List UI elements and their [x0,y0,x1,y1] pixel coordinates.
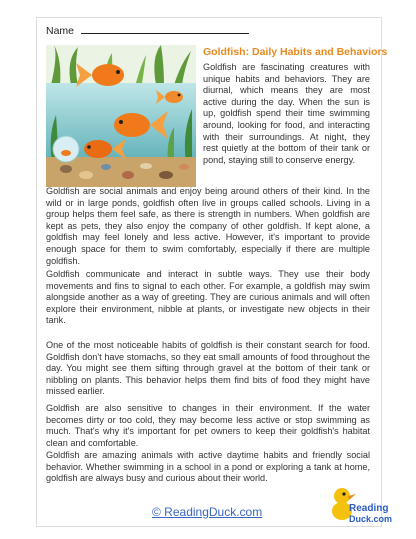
readingduck-logo [328,483,393,525]
goldfish-illustration [46,45,196,187]
name-row [46,23,249,37]
fishbowl [53,136,79,162]
name-label: Name [46,25,75,37]
paragraph-2: Goldfish are social animals and enjoy being around others of their kind. In the wild or in large ponds, goldfish often live in groups called schools. Living in a group helps them feel safe, as there is strength in numbers. When goldfish are kept as pets, they also enjoy the company of other goldfish. If kept alone, a goldfish may feel lonely and less active. However, it's important to provide enough space for them to swim comfortably, especially if there are multiple goldfish. [46,186,370,266]
readingduck-link[interactable]: © ReadingDuck.com [152,505,263,519]
logo-text-bottom: Duck.com [349,514,393,524]
paragraph-3: Goldfish communicate and interact in subtle ways. They use their body movements and fins to signal to each other. For example, a goldfish may swim alongside another as a way of greeting. They are curious animals and will often explore their environment, nibble at plants, or investigate new objects in their tank. [46,269,370,326]
paragraph-5: Goldfish are also sensitive to changes in their environment. If the water becomes dirty or too cold, they may become less active or stop swimming as much. That's why it's important for pet owners to keep their goldfish's habitat clean and comfortable. [46,403,370,448]
logo-text-top: Reading [349,503,389,514]
paragraph-4: One of the most noticeable habits of goldfish is their constant search for food. Goldfish don't have stomachs, so they eat small amounts of food throughout the day. You might see them sifting through gravel at the bottom of their tank or nibbling on plants. This behavior helps them find bits of food they might have missed earlier. [46,340,370,397]
name-field-line[interactable] [81,23,249,34]
paragraph-6: Goldfish are amazing animals with active daytime habits and friendly social behavior. Whether swimming in a school in a pond or exploring a tank at home, goldfish are always busy and curious about their world. [46,450,370,484]
paragraph-1: Goldfish are fascinating creatures with unique habits and behaviors. They are diurnal, which means they are most active during the day. When the sun is up, goldfish spend their time swimming around, looking for food, and interacting with their surroundings. At night, they rest quietly at the bottom of their tank or pond, staying still to conserve energy. [203,62,370,165]
article-title: Goldfish: Daily Habits and Behaviors [203,46,388,58]
